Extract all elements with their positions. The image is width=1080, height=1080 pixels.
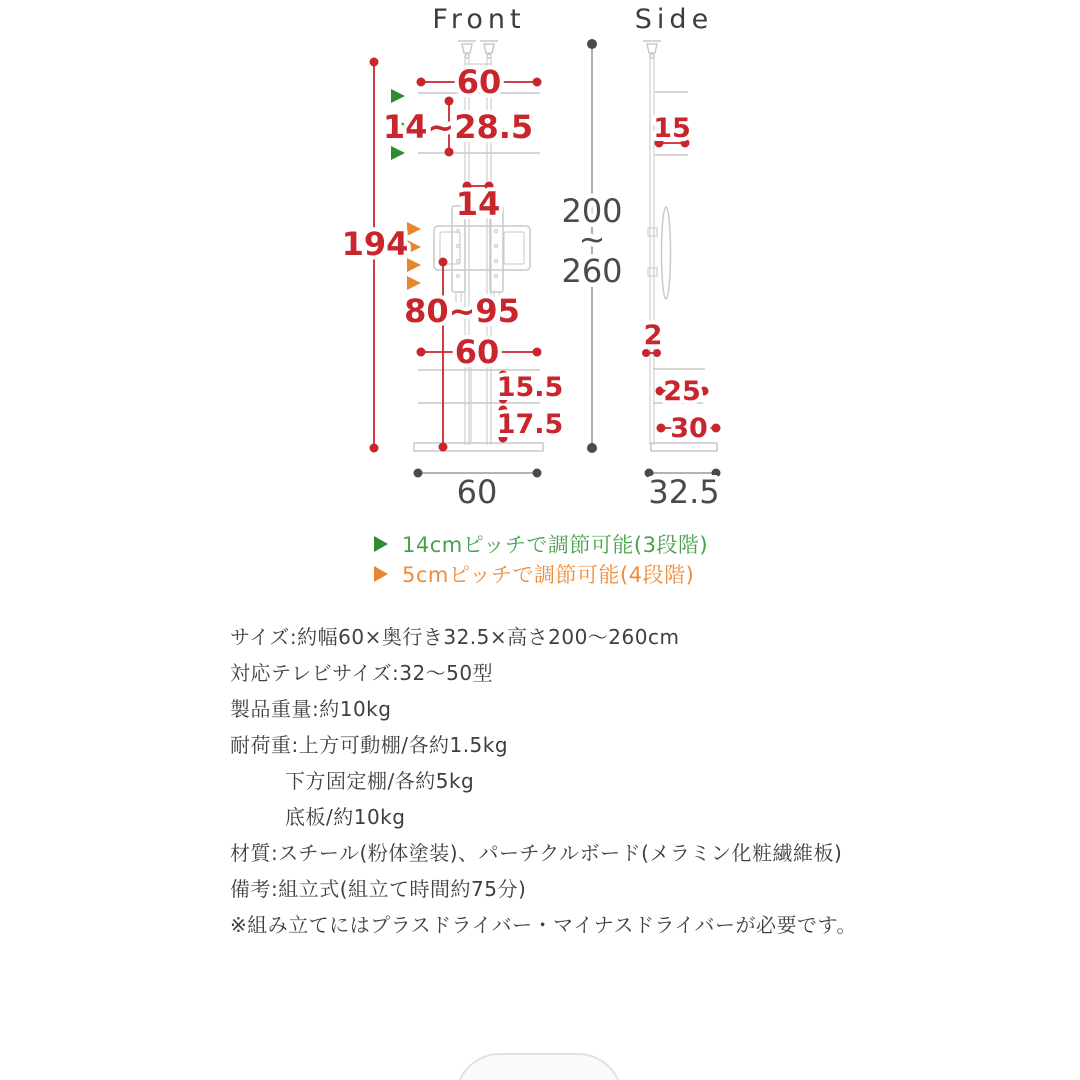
- legend-item-14cm: [374, 529, 708, 559]
- spec-weight: 製品重量:約10kg: [230, 697, 392, 721]
- dim-front-shelf-adjust: 14~28.5: [382, 108, 534, 146]
- green-triangle-icon: [374, 536, 388, 552]
- side-pole: [643, 41, 661, 445]
- spec-tv-size: 対応テレビサイズ:32〜50型: [230, 661, 494, 685]
- spec-load-upper: 耐荷重:上方可動棚/各約1.5kg: [230, 733, 509, 757]
- front-pole-adjusters: [458, 41, 498, 58]
- legend: [374, 529, 708, 589]
- dim-side-base-depth: 32.5: [648, 473, 720, 511]
- dim-side-height-tilde: ~: [578, 220, 606, 258]
- side-dimensions: [561, 39, 720, 511]
- legend-item-label: 14cmピッチで調節可能(3段階): [402, 533, 709, 557]
- dim-front-lower-width: 60: [454, 333, 500, 371]
- spec-load-lower: 下方固定棚/各約5kg: [285, 769, 475, 793]
- legend-item-label: 5cmピッチで調節可能(4段階): [402, 563, 695, 587]
- spec-load-base: 底板/約10kg: [285, 805, 406, 829]
- dim-side-height-min: 200: [561, 192, 623, 230]
- next-section-card: [455, 1053, 623, 1080]
- side-tv-profile: [648, 207, 671, 299]
- dim-side-pole-offset: 2: [643, 320, 663, 351]
- dim-front-tv-height: 80~95: [404, 292, 520, 330]
- dim-side-height-max: 260: [561, 252, 623, 290]
- front-view-title: Front: [432, 4, 526, 35]
- legend-item-5cm: [374, 559, 708, 589]
- spec-list: [230, 626, 857, 950]
- dim-side-upper-shelf-depth: 15: [653, 113, 691, 144]
- side-view-title: Side: [634, 4, 714, 35]
- dim-side-lower-shelf-depth: 30: [670, 413, 708, 444]
- spec-size: サイズ:約幅60×奥行き32.5×高さ200〜260cm: [230, 625, 680, 649]
- dim-front-shelf-gap-lower: 17.5: [496, 409, 564, 440]
- dim-front-top-width: 60: [456, 63, 502, 101]
- dim-front-pole-height: 194: [341, 225, 409, 263]
- dim-side-middle-shelf-depth: 25: [663, 376, 701, 407]
- dim-front-base-width: 60: [456, 473, 498, 511]
- front-orange-arrow-icons: [407, 222, 421, 290]
- dim-front-pole-spacing: 14: [455, 185, 501, 223]
- orange-triangle-icon: [374, 566, 388, 582]
- dim-front-shelf-gap-upper: 15.5: [496, 372, 564, 403]
- spec-assembly-note: ※組み立てにはプラスドライバー・マイナスドライバーが必要です。: [230, 913, 857, 937]
- spec-material: 材質:スチール(粉体塗装)、パーチクルボード(メラミン化粧繊維板): [230, 841, 843, 865]
- spec-notes: 備考:組立式(組立て時間約75分): [230, 877, 527, 901]
